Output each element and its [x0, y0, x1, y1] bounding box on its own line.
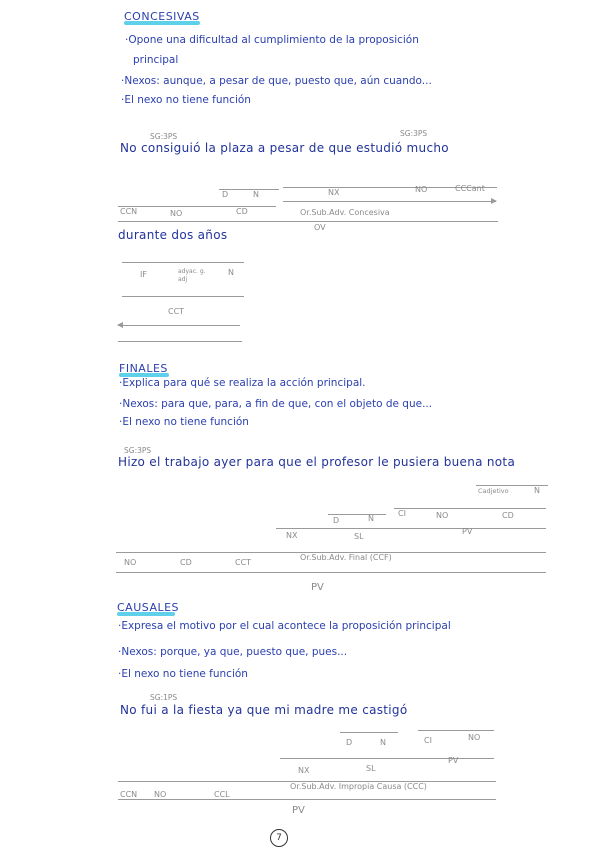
label-no: NO: [154, 790, 167, 799]
analysis-tag: SG:3PS: [150, 132, 178, 141]
label-or-causa: Or.Sub.Adv. Impropia Causa (CCC): [290, 782, 427, 791]
label-ccn: CCN: [120, 207, 138, 216]
bullet-text: ·Nexos: porque, ya que, puesto que, pues...: [118, 646, 348, 658]
label-nx: NX: [286, 531, 298, 540]
label-ov: OV: [314, 223, 326, 232]
example-sentence: No consiguió la plaza a pesar de que estudió mucho: [120, 141, 449, 155]
page-number: 7: [270, 829, 288, 847]
label-cct: CCT: [235, 558, 252, 567]
rule: [118, 341, 242, 342]
label-or-concesiva: Or.Sub.Adv. Concesiva: [300, 208, 390, 217]
label-ccl: CCL: [214, 790, 230, 799]
label-d: D: [333, 516, 340, 525]
section-heading-concesivas: CONCESIVAS: [124, 10, 200, 23]
label-d: D: [346, 738, 353, 747]
label-nx: NX: [298, 766, 310, 775]
analysis-tag: SG:1PS: [150, 693, 178, 702]
rule: [122, 262, 244, 263]
bullet-text: ·Explica para qué se realiza la acción principal.: [119, 377, 366, 389]
bullet-text: ·Expresa el motivo por el cual acontece la proposición principal: [118, 620, 451, 632]
rule: [118, 799, 496, 800]
example-sentence: No fui a la fiesta ya que mi madre me castigó: [120, 703, 408, 717]
label-pv: PV: [448, 756, 459, 765]
arrow-line: [118, 325, 240, 326]
label-n: N: [368, 514, 374, 523]
example-sentence-continuation: durante dos años: [118, 228, 228, 242]
analysis-tag: SG:3PS: [124, 446, 152, 455]
rule: [116, 572, 546, 573]
label-or-final: Or.Sub.Adv. Final (CCF): [300, 553, 392, 562]
label-n: N: [228, 268, 234, 277]
bullet-text: ·El nexo no tiene función: [118, 668, 248, 680]
rule: [118, 221, 498, 222]
label-pv: PV: [311, 582, 324, 593]
rule: [328, 514, 386, 515]
label-no: NO: [124, 558, 137, 567]
bullet-text: ·El nexo no tiene función: [121, 94, 251, 106]
section-heading-causales: CAUSALES: [117, 601, 180, 614]
bullet-text: principal: [133, 54, 179, 66]
rule: [394, 508, 546, 509]
rule: [418, 730, 494, 731]
bullet-text: ·El nexo no tiene función: [119, 416, 249, 428]
label-pv: PV: [292, 805, 305, 816]
label-no: NO: [415, 185, 428, 194]
arrow-line: [283, 201, 496, 202]
example-sentence: Hizo el trabajo ayer para que el profesor le pusiera buena nota: [118, 455, 516, 469]
rule: [340, 732, 398, 733]
label-no: NO: [436, 511, 449, 520]
label-cccant: CCCant: [455, 184, 485, 193]
rule: [118, 206, 276, 207]
label-cct: CCT: [168, 307, 185, 316]
label-cd: CD: [502, 511, 514, 520]
section-heading-finales: FINALES: [119, 362, 168, 375]
label-d: D: [222, 190, 229, 199]
label-n: N: [253, 190, 259, 199]
label-ci: CI: [398, 509, 406, 518]
label-n: N: [380, 738, 386, 747]
bullet-text: ·Nexos: aunque, a pesar de que, puesto que, aún cuando...: [121, 75, 432, 87]
rule: [122, 296, 244, 297]
label-ci: CI: [424, 736, 432, 745]
label-ccn: CCN: [120, 790, 138, 799]
label-sl: SL: [354, 532, 364, 541]
label-cd: CD: [180, 558, 192, 567]
analysis-tag: SG:3PS: [400, 129, 428, 138]
label-no: NO: [468, 733, 481, 742]
bullet-text: ·Opone una dificultad al cumplimiento de la proposición: [125, 34, 419, 46]
label-pv: PV: [462, 527, 473, 536]
label-if: IF: [140, 270, 147, 279]
label-cadjetivo: Cadjetivo: [478, 487, 509, 495]
rule: [280, 758, 494, 759]
rule: [276, 528, 546, 529]
label-sl: SL: [366, 764, 376, 773]
label-no: NO: [170, 209, 183, 218]
label-nx: NX: [328, 188, 340, 197]
bullet-text: ·Nexos: para que, para, a fin de que, con el objeto de que...: [119, 398, 433, 410]
label-n: N: [534, 486, 540, 495]
label-cd: CD: [236, 207, 248, 216]
label-adyac: adyac. g. adj: [178, 268, 206, 283]
